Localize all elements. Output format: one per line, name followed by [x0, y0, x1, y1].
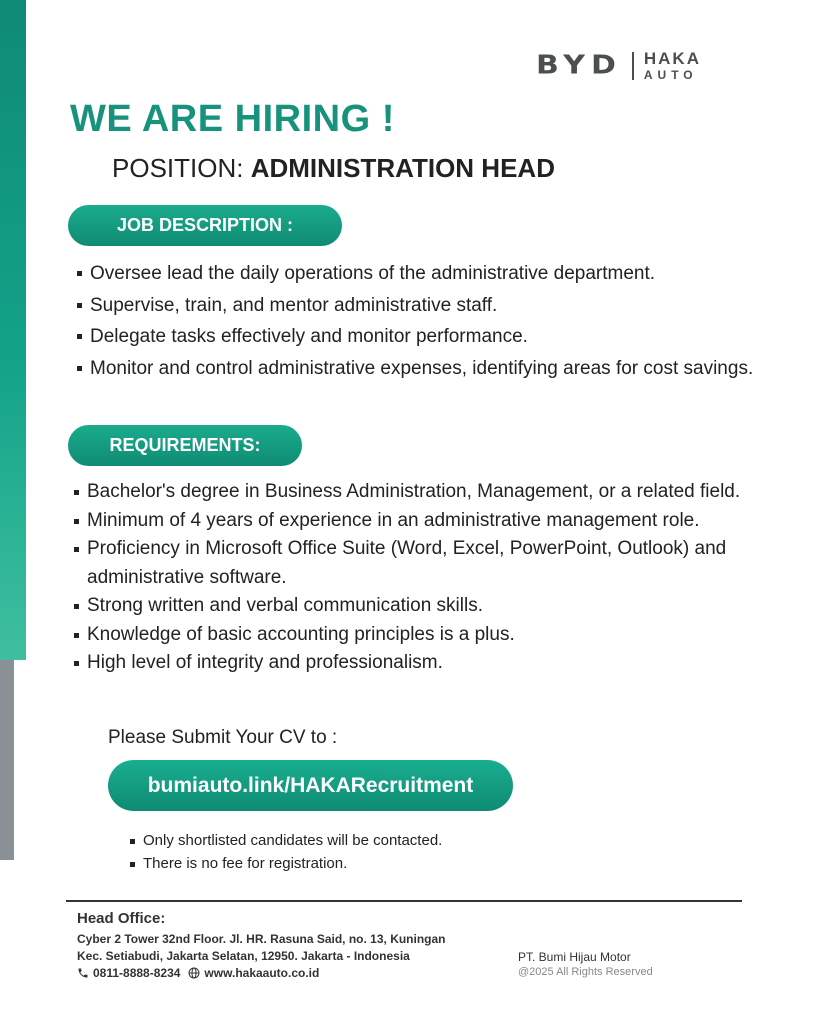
list-item: Strong written and verbal communication skills. — [74, 592, 784, 621]
recruitment-link[interactable]: bumiauto.link/HAKARecruitment — [108, 760, 513, 811]
haka-logo-text: HAKA — [643, 49, 701, 68]
list-item: Supervise, train, and mentor administrative staff. — [77, 290, 777, 322]
list-item: Only shortlisted candidates will be contacted. — [130, 829, 442, 852]
address-line-2: Kec. Setiabudi, Jakarta Selatan, 12950. Jakarta - Indonesia — [77, 949, 410, 963]
list-item: High level of integrity and professionalism. — [74, 649, 784, 678]
copyright: @2025 All Rights Reserved — [518, 966, 653, 978]
list-item: Knowledge of basic accounting principles is a plus. — [74, 621, 784, 650]
position-label: POSITION: — [112, 153, 251, 183]
list-item: Monitor and control administrative expenses, identifying areas for cost savings. — [77, 353, 777, 385]
job-description-list — [77, 258, 777, 384]
auto-logo-text: AUTO — [643, 68, 698, 82]
byd-logo: BYD — [536, 50, 622, 81]
job-description-heading: JOB DESCRIPTION : — [68, 205, 342, 246]
requirements-list — [74, 478, 784, 678]
headline: WE ARE HIRING ! — [70, 98, 395, 140]
notes-list — [130, 829, 442, 875]
list-item: Oversee lead the daily operations of the administrative department. — [77, 258, 777, 290]
phone-icon — [77, 967, 89, 979]
contact-line — [77, 966, 319, 980]
company-name: PT. Bumi Hijau Motor — [518, 950, 631, 964]
head-office-address — [77, 931, 446, 965]
phone-number[interactable]: 0811-8888-8234 — [93, 966, 181, 980]
brand-logo — [536, 48, 701, 83]
address-line-1: Cyber 2 Tower 32nd Floor. Jl. HR. Rasuna Said, no. 13, Kuningan — [77, 932, 446, 946]
list-item: Bachelor's degree in Business Administration, Management, or a related field. — [74, 478, 784, 507]
footer-divider — [66, 900, 742, 902]
logo-divider — [632, 52, 634, 80]
haka-auto-logo — [644, 50, 701, 81]
position-title: ADMINISTRATION HEAD — [250, 153, 555, 183]
website-link[interactable]: www.hakaauto.co.id — [204, 966, 320, 980]
list-item: Minimum of 4 years of experience in an administrative management role. — [74, 507, 784, 536]
position-line — [112, 153, 555, 184]
head-office-title: Head Office: — [77, 910, 166, 927]
list-item: There is no fee for registration. — [130, 852, 442, 875]
side-stripe-teal — [0, 0, 26, 660]
list-item: Proficiency in Microsoft Office Suite (Word, Excel, PowerPoint, Outlook) and administrative software. — [74, 535, 784, 592]
list-item: Delegate tasks effectively and monitor performance. — [77, 321, 777, 353]
requirements-heading: REQUIREMENTS: — [68, 425, 302, 466]
globe-icon — [188, 967, 200, 979]
submit-cv-label: Please Submit Your CV to : — [108, 727, 338, 748]
